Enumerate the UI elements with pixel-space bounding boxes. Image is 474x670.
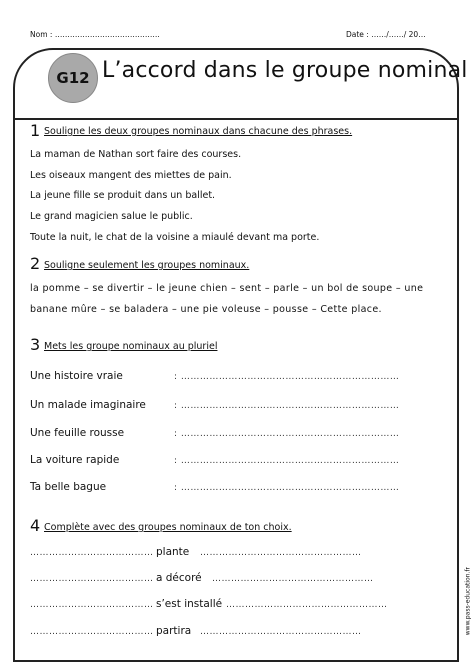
section-3-answer-line[interactable]: : …………………………………………………………… <box>174 456 400 466</box>
name-label: Nom : …………………………………… <box>30 30 160 39</box>
section-3-item: Une histoire vraie <box>30 370 123 382</box>
section-3-answer-line[interactable]: : …………………………………………………………… <box>174 401 400 411</box>
section-1-sentence: Le grand magicien salue le public. <box>30 211 193 222</box>
section-4-verb: partira <box>156 625 192 637</box>
section-1-sentence: La jeune fille se produit dans un ballet. <box>30 190 216 201</box>
page-title: L’accord dans le groupe nominal <box>102 58 468 83</box>
section-4-blank[interactable]: ………………………………… <box>30 574 154 584</box>
section-4-blank[interactable]: …………………………………………… <box>200 627 362 637</box>
section-3-title: Mets les groupe nominaux au pluriel <box>44 341 218 352</box>
section-2-number: 2 <box>30 254 41 273</box>
title-divider <box>15 118 459 120</box>
section-4-blank[interactable]: …………………………………………… <box>226 600 388 610</box>
section-3-item: Une feuille rousse <box>30 427 125 439</box>
section-4-blank[interactable]: ………………………………… <box>30 600 154 610</box>
section-3-item: Ta belle bague <box>30 481 107 493</box>
section-4-blank[interactable]: …………………………………………… <box>212 574 374 584</box>
section-4-blank[interactable]: …………………………………………… <box>200 548 362 558</box>
section-3-item: La voiture rapide <box>30 454 120 466</box>
date-label: Date : ……/……/ 20… <box>346 30 426 39</box>
section-3-answer-line[interactable]: : …………………………………………………………… <box>174 429 400 439</box>
worksheet-frame <box>13 48 459 662</box>
section-2-title: Souligne seulement les groupes nominaux. <box>44 260 250 271</box>
section-4-title: Complète avec des groupes nominaux de ton choix. <box>44 522 292 533</box>
section-4-blank[interactable]: ………………………………… <box>30 548 154 558</box>
section-1-title: Souligne les deux groupes nominaux dans chacune des phrases. <box>44 126 353 137</box>
section-4-verb: s’est installé <box>156 598 223 610</box>
section-1-sentence: Les oiseaux mangent des miettes de pain. <box>30 170 232 181</box>
website-credit: www.pass-education.fr <box>464 567 471 636</box>
section-3-number: 3 <box>30 335 41 354</box>
section-3-item: Un malade imaginaire <box>30 399 146 411</box>
section-1-number: 1 <box>30 121 41 140</box>
section-4-verb: plante <box>156 546 190 558</box>
lesson-badge: G12 <box>48 53 98 103</box>
section-4-number: 4 <box>30 516 41 535</box>
section-3-answer-line[interactable]: : …………………………………………………………… <box>174 372 400 382</box>
section-2-word-list: la pomme – se divertir – le jeune chien – sent – parle – un bol de soupe – une <box>30 283 424 294</box>
section-4-verb: a décoré <box>156 572 202 584</box>
section-1-sentence: La maman de Nathan sort faire des courses. <box>30 149 242 160</box>
section-1-sentence: Toute la nuit, le chat de la voisine a miaulé devant ma porte. <box>30 232 320 243</box>
section-4-blank[interactable]: ………………………………… <box>30 627 154 637</box>
section-3-answer-line[interactable]: : …………………………………………………………… <box>174 483 400 493</box>
section-2-word-list: banane mûre – se baladera – une pie voleuse – pousse – Cette place. <box>30 304 382 315</box>
